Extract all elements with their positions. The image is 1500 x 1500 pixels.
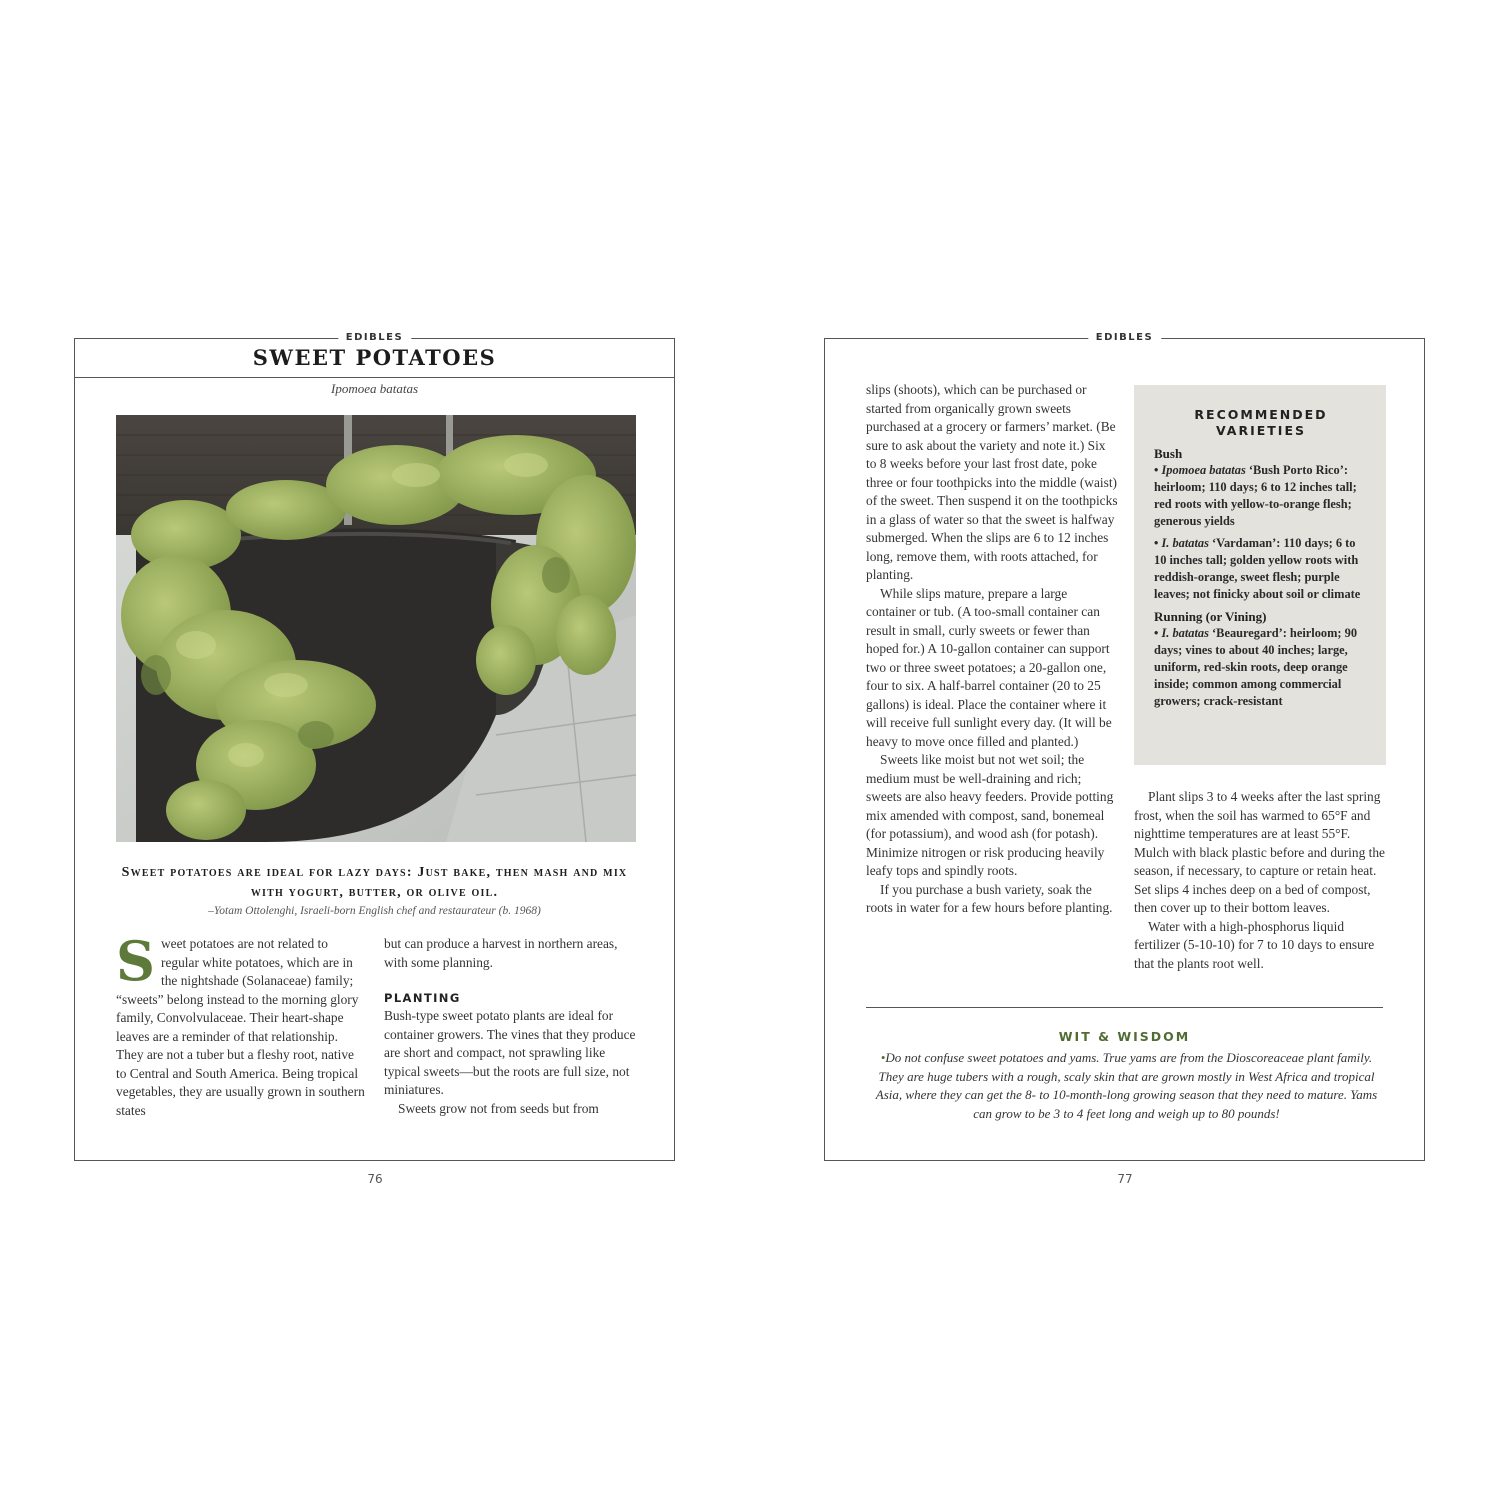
section-divider [866, 1007, 1383, 1008]
body-paragraph: slips (shoots), which can be purchased or started from organically grown sweets purchased at a grocery or farmers’ market. (Be sure to ask about the variety and note it.) Six to 8 weeks before your last frost date, poke three or four toothpicks into the middle (waist) of the sweet. Then suspend it on the toothpicks in a glass of water so that the sweet is halfway submerged. When the slips are 6 to 12 inches long, remove them, with roots attached, for planting. [866, 382, 1118, 582]
body-paragraph: Plant slips 3 to 4 weeks after the last spring frost, when the soil has warmed to 65°F and nighttime temperatures are at least 55°F. Mulch with black plastic before and during the season, if necessary, to capture or retain heat. Set slips 4 inches deep on a bed of compost, then cover up to their bottom leaves. [1134, 789, 1386, 915]
variety-item: • I. batatas ‘Beauregard’: heirloom; 90 days; vines to about 40 inches; large, uniform, red-skin roots, deep orange inside; common among commercial growers; crack-resistant [1154, 626, 1358, 708]
page-title: SWEET POTATOES [252, 345, 497, 370]
variety-item: • I. batatas ‘Vardaman’: 110 days; 6 to 10 inches tall; golden yellow roots with reddish-orange, sweet flesh; purple leaves; not finicky about soil or climate [1154, 536, 1361, 601]
latin-name: Ipomoea batatas [330, 381, 419, 396]
body-paragraph: Water with a high-phosphorus liquid fertilizer (5-10-10) for 7 to 10 days to ensure that the plants root well. [1134, 918, 1375, 971]
page-number-left: 76 [367, 1172, 383, 1186]
right-page [824, 332, 1425, 1161]
body-paragraph: If you purchase a bush variety, soak the roots in water for a few hours before planting. [866, 881, 1113, 915]
wit-wisdom-body: Do not confuse sweet potatoes and yams. True yams are from the Dioscoreaceae plant family. They are huge tubers with a rough, scaly skin that are grown mostly in West Africa and tropical Asia, where they can get the 8- to 10-month-long growing season that they need to mature. Yams can grow to be 3 to 4 feet long and weigh up to 80 pounds! [875, 1050, 1378, 1121]
subhead-planting: PLANTING [384, 991, 461, 1005]
body-paragraph: Bush-type sweet potato plants are ideal for container growers. The vines that they produce are short and compact, not sprawling like typical sweets—but the roots are full size, not miniatures. [384, 1008, 636, 1097]
pull-quote: Sweet potatoes are ideal for lazy days: Just bake, then mash and mix with yogurt, butter, or olive oil. [121, 865, 628, 900]
variety-description: ‘Bush Porto Rico’: heirloom; 110 days; 6 to 12 inches tall; red roots with yellow-to-orange flesh; generous yields [1154, 463, 1357, 528]
sidebar-subhead-bush: Bush [1154, 446, 1183, 461]
body-paragraph: While slips mature, prepare a large container or tub. (A too-small container can result in small, curly sweets or fewer than hoped for.) A 10-gallon container can support two or three sweet potatoes; a 20-gallon one, four to six. A half-barrel container (20 to 25 gallons) is ideal. Place the container where it will receive full sunlight every day. (It will be heavy to move once filled and planted.) [866, 585, 1112, 749]
wit-wisdom-heading: WIT & WISDOM [1058, 1029, 1191, 1044]
sweet-potato-planter-photo [116, 415, 636, 842]
variety-name: Ipomoea batatas [1161, 463, 1246, 477]
body-column-2 [384, 935, 636, 1118]
section-tag: EDIBLES [338, 330, 411, 346]
body-column-2 [1134, 788, 1386, 973]
sidebar-heading: RECOMMENDED VARIETIES [1194, 407, 1328, 438]
quote-attribution: –Yotam Ottolenghi, Israeli-born English chef and restaurateur (b. 1968) [208, 905, 541, 917]
recommended-varieties-sidebar [1134, 385, 1386, 765]
variety-name: I. batatas [1161, 536, 1209, 550]
section-tag: EDIBLES [1088, 330, 1161, 346]
body-text: weet potatoes are not related to regular white potatoes, which are in the nightshade (Solanaceae) family; “sweets” belong instead to the morning glory family, Convolvulaceae. Their heart-shape leaves are a reminder of that relationship. They are not a tuber but a fleshy root, native to Central and South America. Being tropical vegetables, they are usually grown in southern states [116, 936, 365, 1118]
photo-illustration [116, 415, 636, 842]
body-column-1 [866, 381, 1118, 918]
variety-item: • Ipomoea batatas ‘Bush Porto Rico’: heirloom; 110 days; 6 to 12 inches tall; red roots with yellow-to-orange flesh; generous yields [1154, 463, 1357, 528]
wit-wisdom-text [869, 1049, 1384, 1123]
page-number-right: 77 [1117, 1172, 1133, 1186]
variety-description: ‘Vardaman’: 110 days; 6 to 10 inches tall; golden yellow roots with reddish-orange, sweet flesh; purple leaves; not finicky about soil or climate [1154, 536, 1361, 601]
body-paragraph: Sweets grow not from seeds but from [398, 1100, 599, 1116]
left-page [74, 332, 675, 1161]
variety-name: I. batatas [1161, 626, 1209, 640]
body-paragraph: Sweets like moist but not wet soil; the medium must be well-draining and rich; sweets are also heavy feeders. Provide potting mix amended with compost, sand, bonemeal (for potassium), and wood ash (for potash). Minimize nitrogen or risk producing heavily leafy tops and spindly roots. [866, 752, 1114, 878]
drop-cap: S [116, 929, 155, 993]
body-paragraph: but can produce a harvest in northern areas, with some planning. [384, 936, 618, 970]
variety-description: ‘Beauregard’: heirloom; 90 days; vines to about 40 inches; large, uniform, red-skin roots, deep orange inside; common among commercial growers; crack-resistant [1154, 626, 1358, 708]
bullet-icon: • [880, 1050, 886, 1065]
title-band [75, 339, 674, 378]
body-column-1 [116, 929, 366, 1120]
sidebar-subhead-running: Running (or Vining) [1154, 609, 1267, 624]
